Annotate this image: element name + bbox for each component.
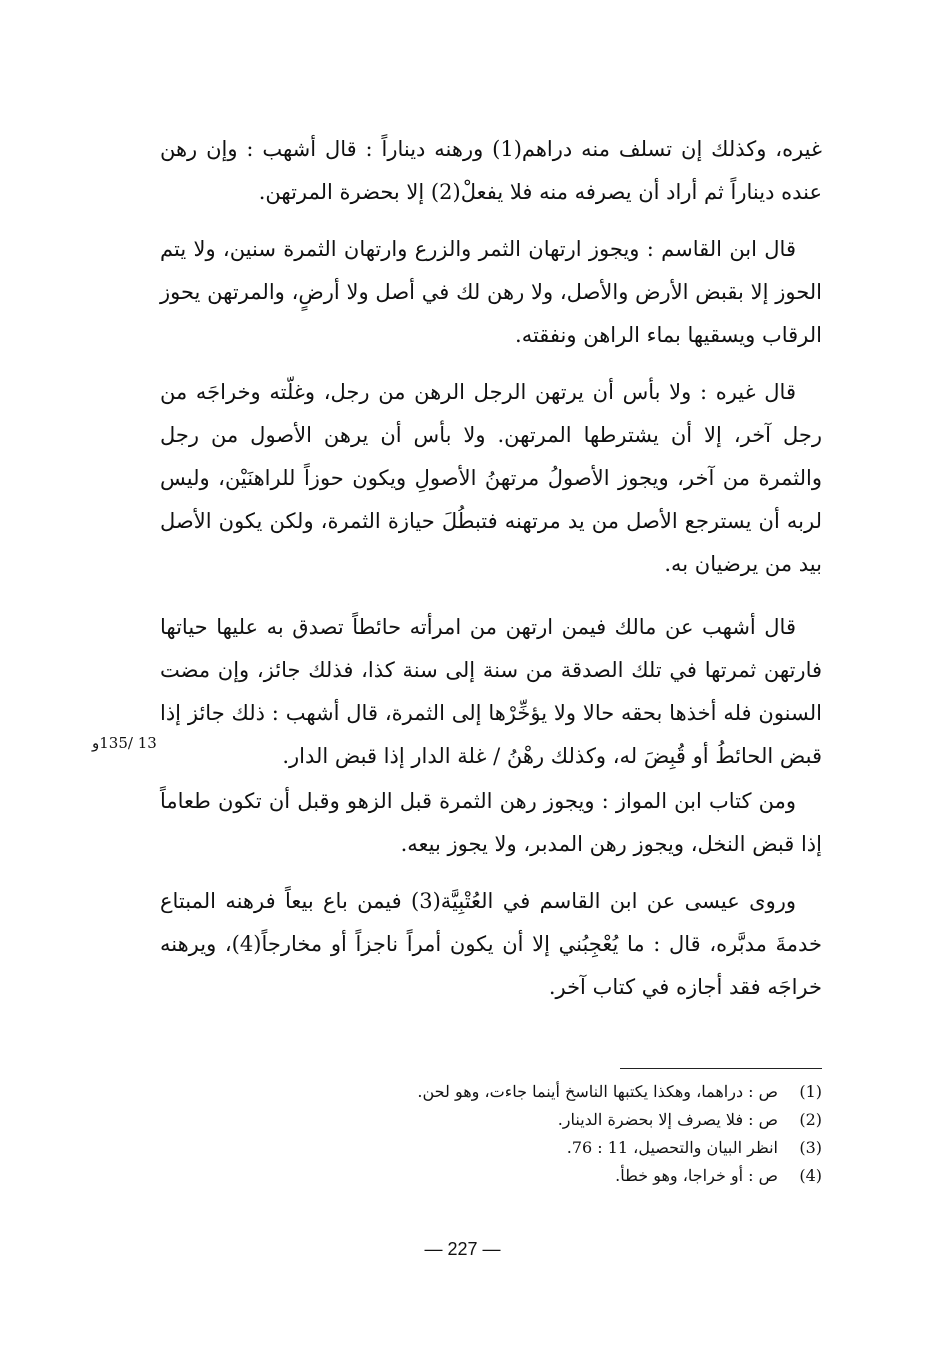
paragraph-5: ومن كتاب ابن المواز : ويجوز رهن الثمرة قبل الزهو وقبل أن تكون طعاماً إذا قبض النخل، ويجوز رهن المدبر، ولا يجوز بيعه.	[160, 789, 822, 856]
footnote-number: (3)	[799, 1138, 822, 1157]
page-number: — 227 —	[424, 1239, 501, 1259]
footnote-separator	[620, 1068, 822, 1069]
folio-margin-note: 13 /135و	[92, 734, 157, 752]
footnote-1	[360, 1078, 822, 1106]
footnote-text: ص : دراهما، وهكذا يكتبها الناسخ أينما جاءت، وهو لحن.	[417, 1082, 778, 1101]
paragraph-2: قال ابن القاسم : ويجوز ارتهان الثمر والزرع وارتهان الثمرة سنين، ولا يتم الحوز إلا بقبض الأرض والأصل، ولا رهن لك في أصل ولا أرضٍ، والمرتهن يحوز الرقاب ويسقيها بماء الراهن ونفقته.	[160, 237, 822, 347]
footnotes	[360, 1078, 822, 1190]
footnote-text: ص : أو خراجا، وهو خطأ.	[615, 1166, 778, 1185]
paragraph-6: وروى عيسى عن ابن القاسم في العُتْبِيَّة(3) فيمن باع بيعاً فرهنه المبتاع خدمةَ مدبَّره، قال : ما يُعْجِبُني إلا أن يكون أمراً ناجزاً أو مخارجاً(4)، ويرهنه خراجَه فقد أجازه في كتاب آخر.	[160, 889, 823, 999]
footnote-text: ص : فلا يصرف إلا بحضرة الدينار.	[557, 1110, 778, 1129]
paragraph-4: قال أشهب عن مالك فيمن ارتهن من امرأته حائطاً تصدق به عليها حياتها فارتهن ثمرتها في تلك الصدقة من سنة إلى سنة كذا، فذلك جائز، وإن مضت السنون فله أخذها بحقه حالا ولا يؤخِّرْها إلى الثمرة، قال أشهب : ذلك جائز إذا قبض الحائطُ أو قُبِضَ له، وكذلك رهْنُ / غلة الدار إذا قبض الدار.	[160, 615, 822, 768]
footnote-number: (2)	[799, 1110, 822, 1129]
footnote-2	[360, 1106, 822, 1134]
footnote-4	[360, 1162, 822, 1190]
paragraph-1: غيره، وكذلك إن تسلف منه دراهم(1) ورهنه ديناراً : قال أشهب : وإن رهن عنده ديناراً ثم أراد أن يصرفه منه فلا يفعلْ(2) إلا بحضرة المرتهن.	[160, 137, 822, 204]
paragraph-3: قال غيره : ولا بأس أن يرتهن الرجل الرهن من رجل، وغلّته وخراجَه من رجل آخر، إلا أن يشترطها المرتهن. ولا بأس أن يرهن الأصول من رجل والثمرة من آخر، ويجوز الأصولُ مرتهنُ الأصولِ ويكون حوزاً للراهنَيْن، وليس لربه أن يسترجع الأصل من يد مرتهنه فتبطُلَ حيازة الثمرة، ولكن يكون الأصل بيد من يرضيان به.	[160, 380, 822, 576]
footnote-3	[360, 1134, 822, 1162]
footnote-number: (1)	[799, 1082, 822, 1101]
footnote-text: انظر البيان والتحصيل، 11 : 76.	[566, 1138, 778, 1157]
footnote-number: (4)	[799, 1166, 822, 1185]
main-text	[160, 128, 822, 1009]
